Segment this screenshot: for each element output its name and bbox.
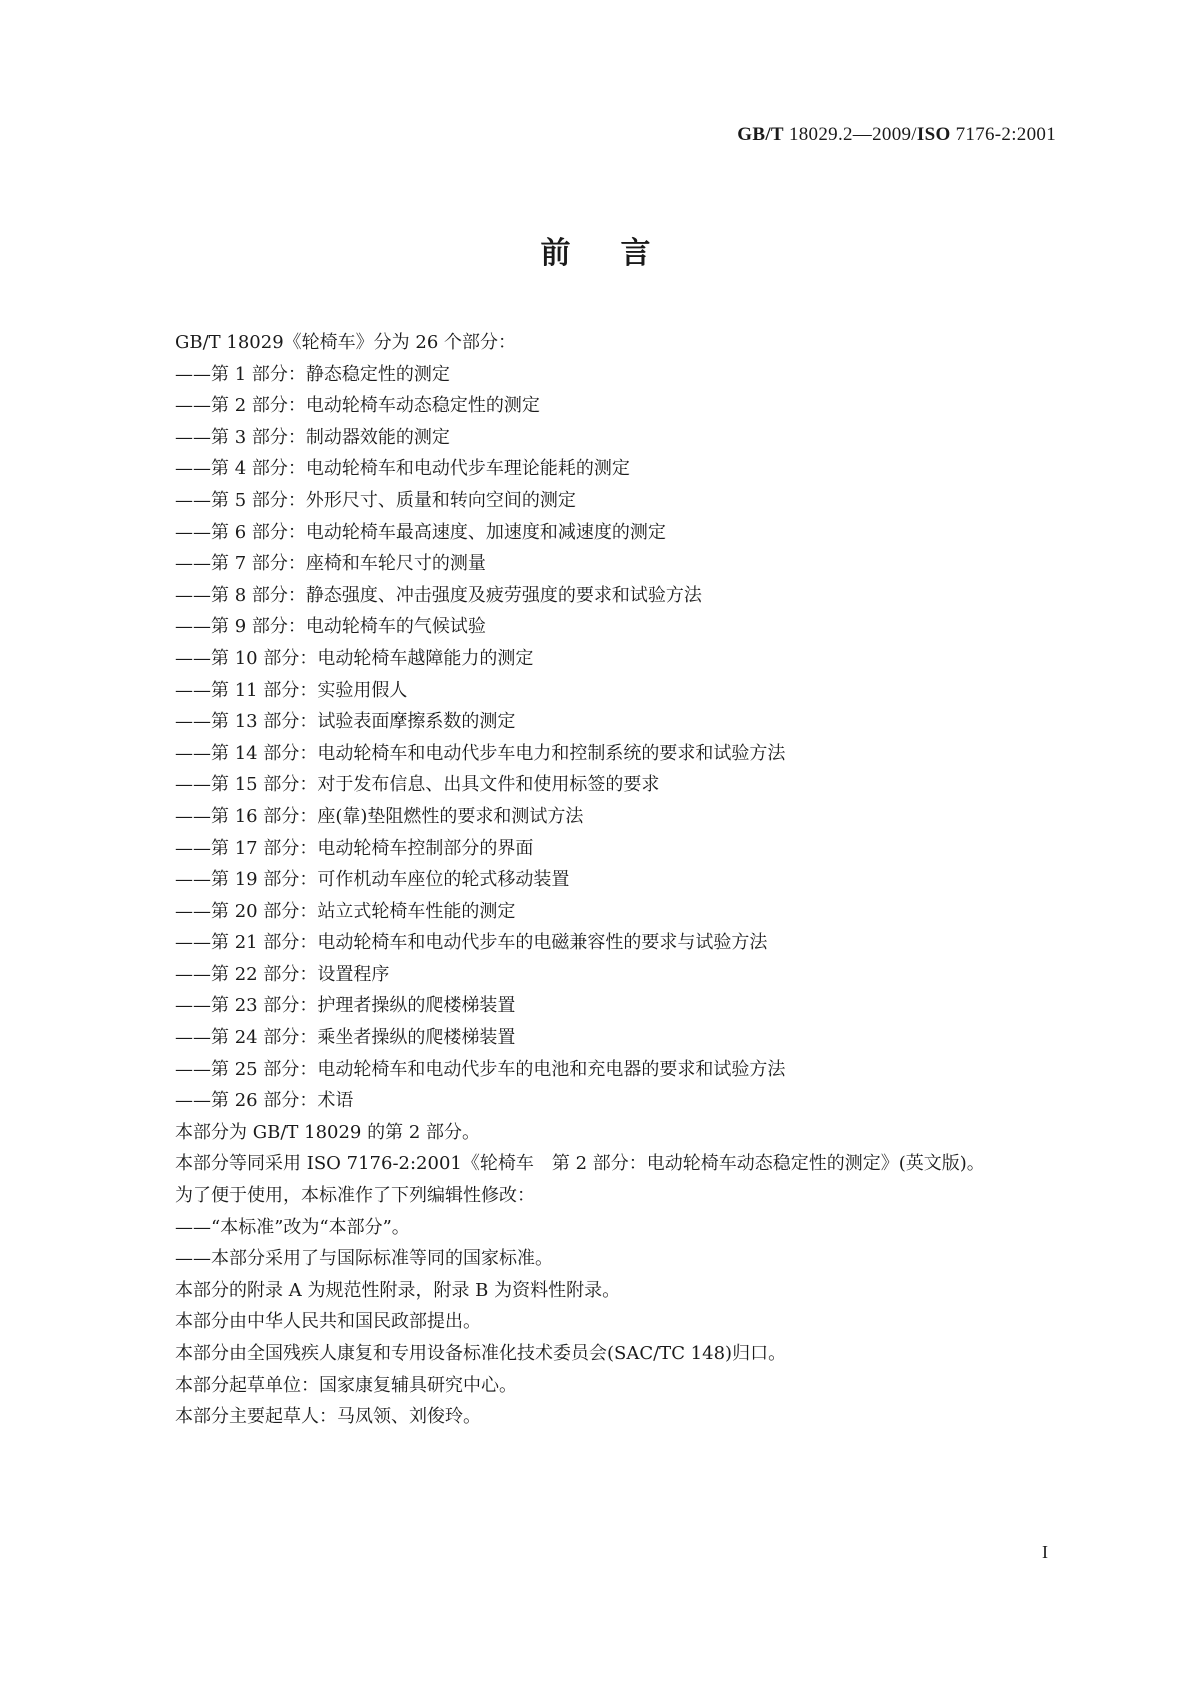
list-item: ——第 21 部分：电动轮椅车和电动代步车的电磁兼容性的要求与试验方法: [175, 932, 768, 954]
paragraph: ——“本标准”改为“本部分”。: [175, 1216, 410, 1238]
list-item: ——第 17 部分：电动轮椅车控制部分的界面: [175, 837, 534, 859]
paragraph: 本部分由中华人民共和国民政部提出。: [175, 1311, 481, 1333]
list-item: ——第 20 部分：站立式轮椅车性能的测定: [175, 900, 516, 922]
list-item: ——第 10 部分：电动轮椅车越障能力的测定: [175, 647, 534, 669]
parts-list: [175, 359, 1075, 1117]
list-item: ——第 16 部分：座(靠)垫阻燃性的要求和测试方法: [175, 805, 584, 827]
list-item: ——第 3 部分：制动器效能的测定: [175, 426, 450, 448]
list-item: ——第 4 部分：电动轮椅车和电动代步车理论能耗的测定: [175, 458, 630, 480]
list-item: ——第 25 部分：电动轮椅车和电动代步车的电池和充电器的要求和试验方法: [175, 1058, 786, 1080]
list-item: ——第 5 部分：外形尺寸、质量和转向空间的测定: [175, 489, 576, 511]
list-item: ——第 13 部分：试验表面摩擦系数的测定: [175, 711, 516, 733]
list-item: ——第 23 部分：护理者操纵的爬楼梯装置: [175, 995, 516, 1017]
list-item: ——第 24 部分：乘坐者操纵的爬楼梯装置: [175, 1027, 516, 1049]
paragraph: ——本部分采用了与国际标准等同的国家标准。: [175, 1248, 553, 1270]
code-prefix: GB/T: [737, 124, 784, 145]
standard-code-header: [737, 124, 1056, 146]
code-number: 18029.2—2009/: [788, 124, 917, 145]
paragraph: 本部分为 GB/T 18029 的第 2 部分。: [175, 1121, 480, 1143]
intro-line: GB/T 18029《轮椅车》分为 26 个部分：: [175, 332, 517, 353]
code-iso-number: 7176-2:2001: [955, 124, 1056, 145]
paragraph: 本部分主要起草人：马凤领、刘俊玲。: [175, 1406, 481, 1428]
paragraph: 本部分等同采用 ISO 7176-2:2001《轮椅车 第 2 部分：电动轮椅车动态稳定性的测定》(英文版)。: [175, 1153, 985, 1175]
paragraph: 本部分的附录 A 为规范性附录，附录 B 为资料性附录。: [175, 1279, 621, 1301]
list-item: ——第 6 部分：电动轮椅车最高速度、加速度和减速度的测定: [175, 521, 666, 543]
list-item: ——第 7 部分：座椅和车轮尺寸的测量: [175, 553, 486, 575]
list-item: ——第 8 部分：静态强度、冲击强度及疲劳强度的要求和试验方法: [175, 584, 702, 606]
list-item: ——第 26 部分：术语: [175, 1090, 354, 1112]
notes-paragraphs: [175, 1117, 1075, 1433]
list-item: ——第 2 部分：电动轮椅车动态稳定性的测定: [175, 395, 540, 417]
list-item: ——第 14 部分：电动轮椅车和电动代步车电力和控制系统的要求和试验方法: [175, 742, 786, 764]
list-item: ——第 1 部分：静态稳定性的测定: [175, 363, 450, 385]
paragraph: 本部分起草单位：国家康复辅具研究中心。: [175, 1374, 517, 1396]
code-iso: ISO: [916, 124, 951, 145]
page-title: 前言: [540, 236, 701, 271]
paragraph: 为了便于使用，本标准作了下列编辑性修改：: [175, 1185, 535, 1207]
page-number: I: [1042, 1542, 1048, 1562]
foreword-body: [175, 327, 1075, 1433]
paragraph: 本部分由全国残疾人康复和专用设备标准化技术委员会(SAC/TC 148)归口。: [175, 1343, 787, 1364]
list-item: ——第 19 部分：可作机动车座位的轮式移动装置: [175, 869, 570, 891]
list-item: ——第 11 部分：实验用假人: [175, 679, 408, 701]
list-item: ——第 9 部分：电动轮椅车的气候试验: [175, 616, 486, 638]
list-item: ——第 22 部分：设置程序: [175, 963, 390, 985]
list-item: ——第 15 部分：对于发布信息、出具文件和使用标签的要求: [175, 774, 660, 796]
